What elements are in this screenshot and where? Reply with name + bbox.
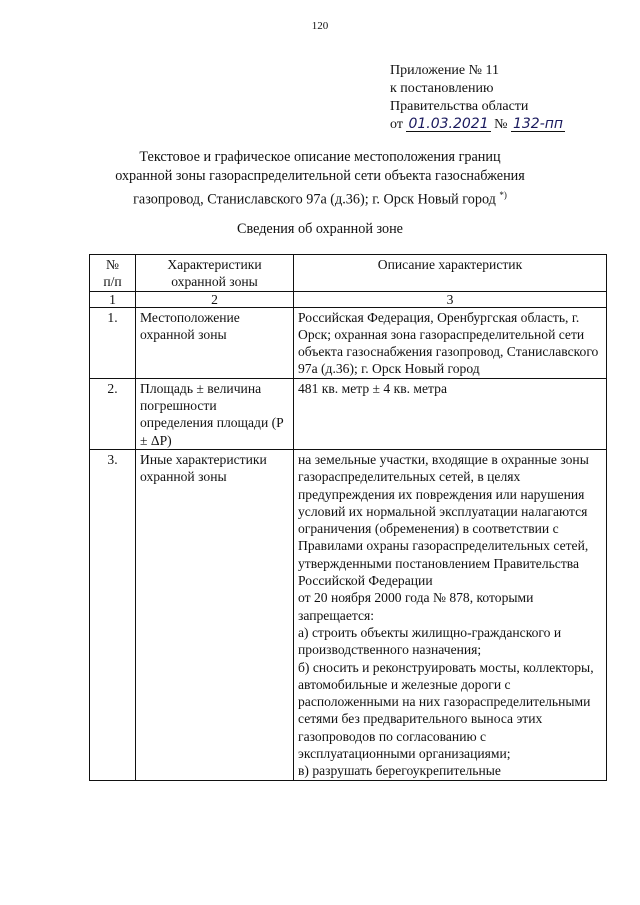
column-numbers-row (90, 291, 607, 307)
handwritten-number: 132-пп (512, 116, 564, 132)
annex-date-line (390, 116, 565, 134)
table-header-row (90, 255, 607, 292)
row-characteristic: Площадь ± величина погрешности определения площади (P ± ΔP) (136, 378, 294, 449)
annex-line-resolution: к постановлению (390, 81, 494, 96)
page-number: 120 (311, 20, 329, 32)
number-prefix: № (494, 117, 508, 132)
row-num: 3. (90, 449, 136, 780)
zone-info-table (89, 254, 607, 781)
row-num: 1. (90, 307, 136, 378)
column-number-3: 3 (294, 291, 607, 307)
title-line-3-text: газопровод, Станиславского 97а (д.36); г. Орск Новый город (133, 191, 496, 208)
annex-block (390, 62, 565, 134)
row-description: на земельные участки, входящие в охранные зоны газораспределительных сетей, в целях предупреждения их повреждения или нарушения условий их нормальной эксплуатации налагаются ограничения (обременения) в соответствии с Правилами охраны газораспределительных сетей, утвержденными постановлением Правительства Российской Федерации от 20 ноября 2000 года № 878, которыми запрещается: а) строить объекты жилищно-гражданского и производственного назначения; б) сносить и реконструировать мосты, коллекторы, автомобильные и железные дороги с расположенными на них газораспределительными сетями без предварительного выноса этих газопроводов по согласованию с эксплуатационными организациями; в) разрушать берегоукрепительные (294, 449, 607, 780)
title-line-3 (60, 186, 580, 210)
column-number-1: 1 (90, 291, 136, 307)
table-row (90, 378, 607, 449)
row-description: 481 кв. метр ± 4 кв. метра (294, 378, 607, 449)
section-subtitle: Сведения об охранной зоне (237, 221, 403, 237)
header-description: Описание характеристик (294, 255, 607, 292)
row-num: 2. (90, 378, 136, 449)
column-number-2: 2 (136, 291, 294, 307)
header-num: № п/п (90, 255, 136, 292)
row-characteristic: Местоположение охранной зоны (136, 307, 294, 378)
annex-title: Приложение № 11 (390, 63, 499, 78)
table-row (90, 449, 607, 780)
title-line-2: охранной зоны газораспределительной сети объекта газоснабжения (115, 168, 525, 184)
handwritten-date: 01.03.2021 (408, 116, 489, 132)
header-characteristic: Характеристики охранной зоны (136, 255, 294, 292)
footnote-mark: *) (499, 190, 507, 200)
title-line-1: Текстовое и графическое описание местоположения границ (139, 149, 501, 165)
date-prefix: от (390, 117, 403, 132)
table-row (90, 307, 607, 378)
row-description: Российская Федерация, Оренбургская область, г. Орск; охранная зона газораспределительной сети объекта газоснабжения газопровод, Станиславского 97а (д.36); г. Орск Новый город (294, 307, 607, 378)
row-characteristic: Иные характеристики охранной зоны (136, 449, 294, 780)
document-title (60, 148, 580, 210)
annex-line-government: Правительства области (390, 99, 529, 114)
